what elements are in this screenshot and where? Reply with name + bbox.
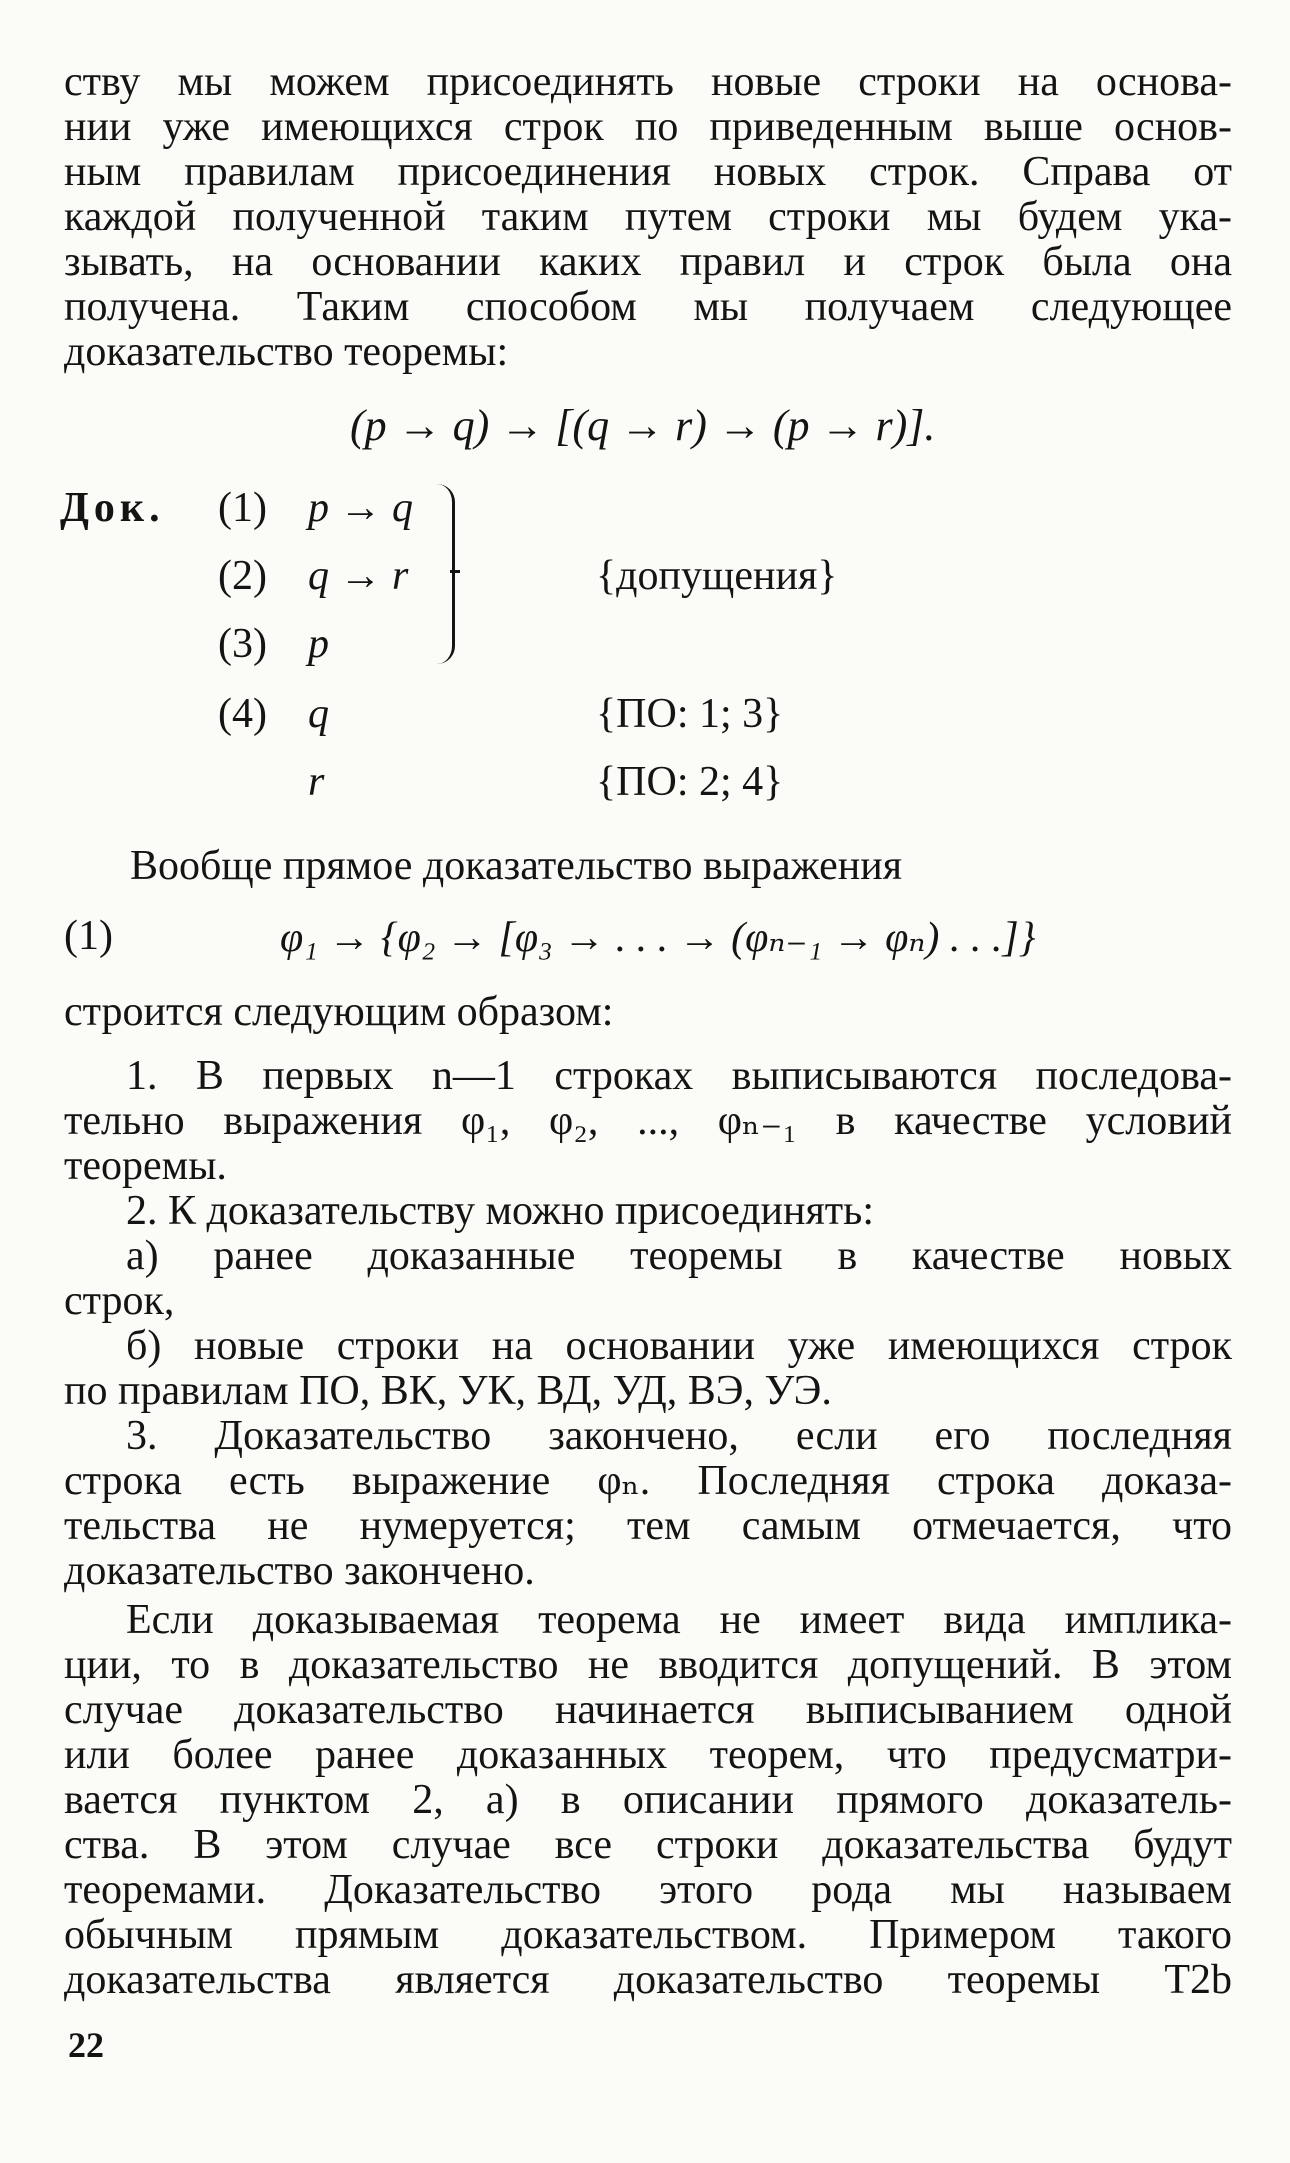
proof-justification: {ПО: 1; 3}: [596, 691, 784, 737]
text-line: доказательство теоремы:: [64, 329, 509, 375]
text-line: строка есть выражение φₙ. Последняя строка доказа-: [64, 1458, 1232, 1504]
proof-justification: {допущения}: [596, 553, 838, 599]
text-line: ства. В этом случае все строки доказательства будут: [64, 1822, 1232, 1868]
intro-paragraph: [64, 60, 1232, 375]
text-line: теоремы.: [64, 1143, 227, 1189]
proof-line-number: (2): [218, 553, 267, 599]
proof-line-number: (3): [218, 621, 267, 667]
general-intro: Вообще прямое доказательство выражения: [130, 843, 903, 889]
text-line: случае доказательство начинается выписыванием одной: [64, 1687, 1232, 1733]
text-line: 3. Доказательство закончено, если его последняя: [126, 1413, 1232, 1459]
text-line: доказательство закончено.: [64, 1548, 535, 1594]
proof-line-expression: q → r: [308, 553, 409, 599]
built-as-line: строится следующим образом:: [64, 989, 614, 1035]
proof-line-number: (1): [218, 485, 267, 531]
text-line: Если доказываемая теорема не имеет вида имплика-: [126, 1597, 1232, 1643]
text-line: тельства не нумеруется; тем самым отмечается, что: [64, 1503, 1232, 1549]
text-line: 1. В первых n—1 строках выписываются последова-: [126, 1053, 1232, 1099]
text-line: ции, то в доказательство не вводится допущений. В этом: [64, 1642, 1232, 1688]
proof-line-number: (4): [218, 691, 267, 737]
rules-paragraph: [64, 1054, 1232, 1594]
proof-line-expression: p: [308, 621, 329, 667]
text-line: каждой полученной таким путем строки мы будем ука-: [64, 194, 1232, 240]
text-line: нии уже имеющихся строк по приведенным выше основ-: [64, 104, 1232, 150]
proof-line-expression: r: [308, 759, 325, 805]
text-line: получена. Таким способом мы получаем следующее: [64, 284, 1232, 330]
proof-justification: {ПО: 2; 4}: [596, 759, 784, 805]
text-line: обычным прямым доказательством. Примером такого: [64, 1912, 1232, 1958]
text-line: тельно выражения φ₁, φ₂, ..., φₙ₋₁ в качестве условий: [64, 1098, 1232, 1144]
text-line: зывать, на основании каких правил и строк была она: [64, 239, 1232, 285]
text-line: по правилам ПО, ВК, УК, ВД, УД, ВЭ, УЭ.: [64, 1368, 832, 1414]
final-paragraph: [64, 1598, 1232, 2003]
text-line: а) ранее доказанные теоремы в качестве новых: [126, 1233, 1232, 1279]
text-line: или более ранее доказанных теорем, что предусматри-: [64, 1732, 1232, 1778]
page-number: 22: [68, 2025, 104, 2065]
theorem-formula: (p → q) → [(q → r) → (p → r)].: [350, 401, 936, 450]
text-line: ству мы можем присоединять новые строки на основа-: [64, 59, 1232, 105]
text-line: вается пунктом 2, а) в описании прямого доказатель-: [64, 1777, 1232, 1823]
text-line: доказательства является доказательство теоремы T2b: [64, 1957, 1232, 2003]
text-line: ным правилам присоединения новых строк. Справа от: [64, 149, 1232, 195]
text-line: строк,: [64, 1278, 175, 1324]
text-line: теоремами. Доказательство этого рода мы называем: [64, 1867, 1232, 1913]
assumptions-brace: [432, 484, 455, 664]
assumptions-brace-tip: [450, 570, 460, 573]
general-formula: φ₁ → {φ₂ → [φ₃ → . . . → (φₙ₋₁ → φₙ) . . .]}: [280, 915, 1036, 961]
text-line: 2. К доказательству можно присоединять:: [126, 1188, 874, 1234]
proof-label: Док.: [60, 485, 165, 531]
proof-line-expression: p → q: [308, 485, 413, 531]
proof-line-expression: q: [308, 691, 329, 737]
general-formula-number: (1): [64, 913, 113, 959]
text-line: б) новые строки на основании уже имеющихся строк: [126, 1323, 1232, 1369]
